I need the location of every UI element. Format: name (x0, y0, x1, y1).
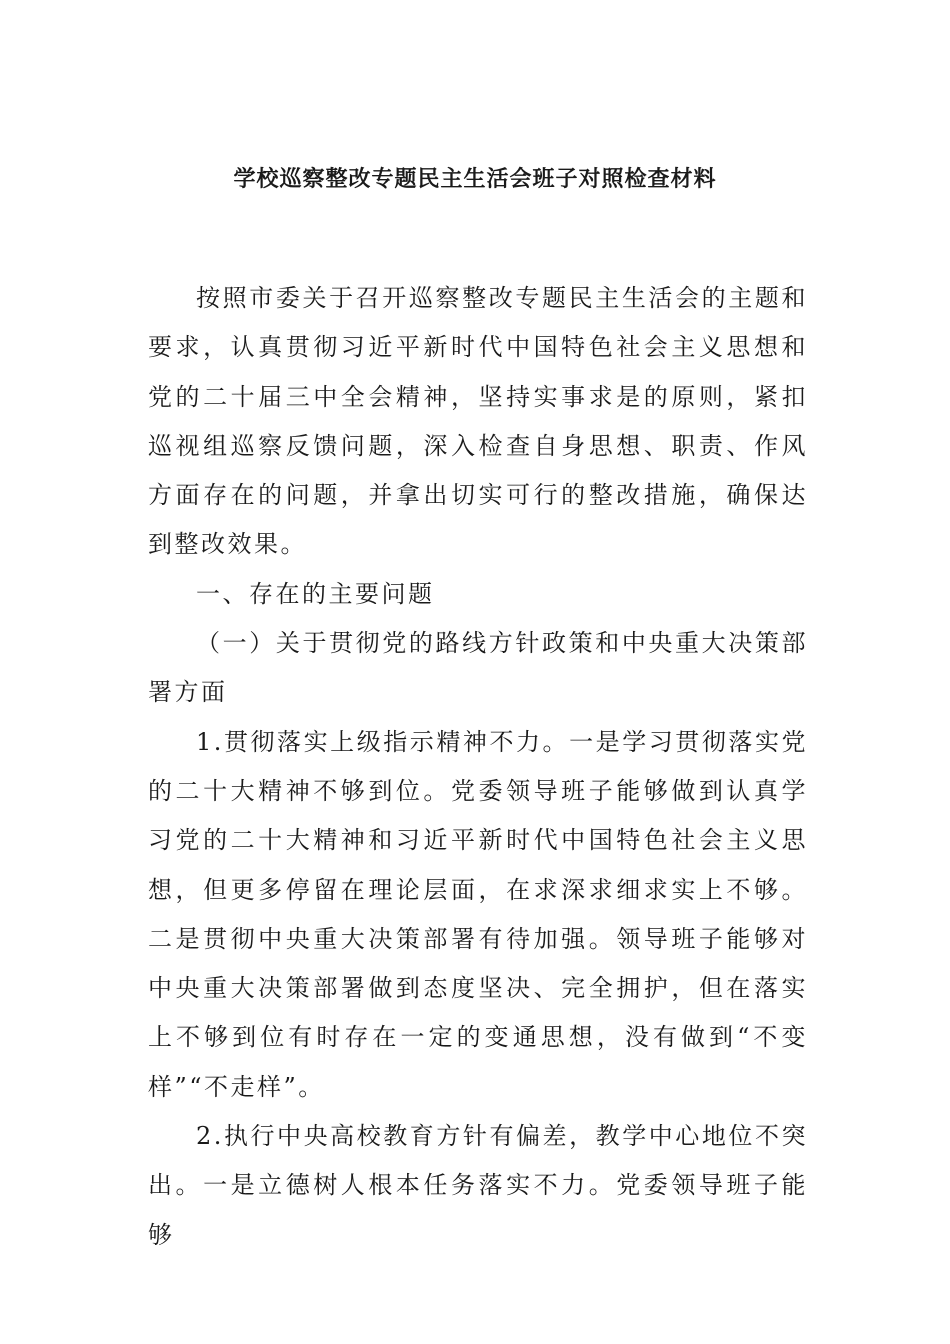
subsection-heading: （一）关于贯彻党的路线方针政策和中央重大决策部署方面 (148, 629, 808, 707)
item-paragraph-1: 1.贯彻落实上级指示精神不力。一是学习贯彻落实党的二十大精神不够到位。党委领导班子能够做到认真学习党的二十大精神和习近平新时代中国特色社会主义思想，但更多停留在理论层面，在求深求细求实上不够。二是贯彻中央重大决策部署有待加强。领导班子能够对中央重大决策部署做到态度坚决、完全拥护，但在落实上不够到位有时存在一定的变通思想，没有做到“不变样”“不走样”。 (148, 727, 808, 1101)
item-paragraph-2: 2.执行中央高校教育方针有偏差，教学中心地位不突出。一是立德树人根本任务落实不力。党委领导班子能够 (148, 1122, 808, 1249)
document-body (148, 274, 808, 1260)
intro-paragraph: 按照市委关于召开巡察整改专题民主生活会的主题和要求，认真贯彻习近平新时代中国特色社会主义思想和党的二十届三中全会精神，坚持实事求是的原则，紧扣巡视组巡察反馈问题，深入检查自身思想、职责、作风方面存在的问题，并拿出切实可行的整改措施，确保达到整改效果。 (148, 284, 808, 559)
section-heading: 一、存在的主要问题 (196, 579, 435, 608)
document-title: 学校巡察整改专题民主生活会班子对照检查材料 (233, 167, 717, 192)
